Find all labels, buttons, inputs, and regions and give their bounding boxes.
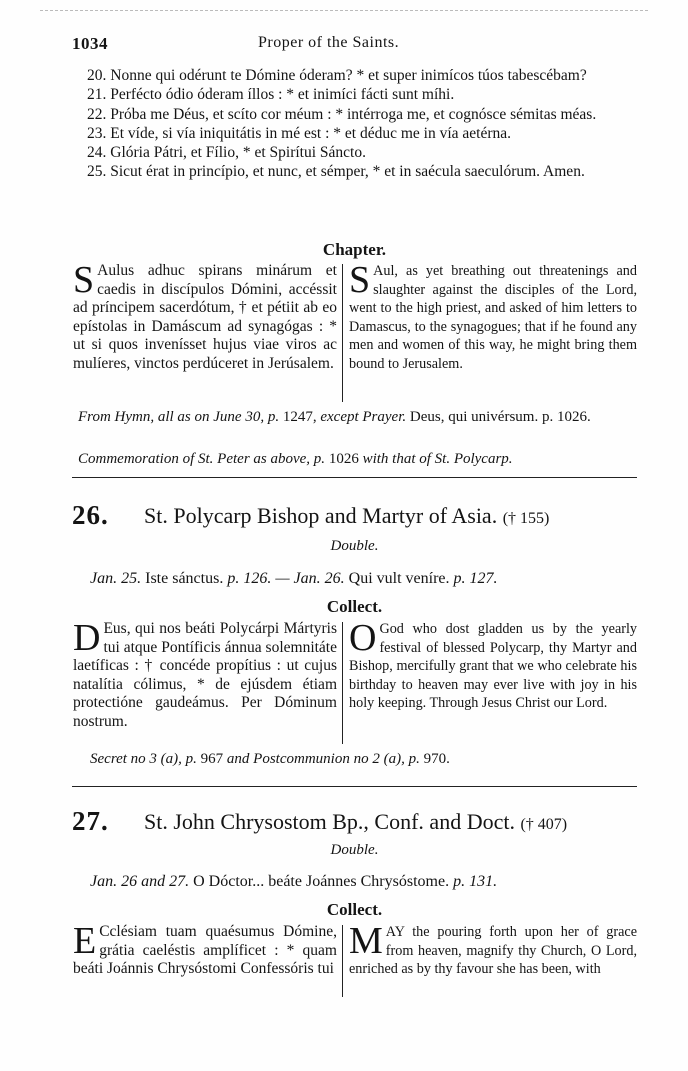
intro-text: Iste sánctus. xyxy=(145,570,224,587)
chapter-latin-text: Aulus adhuc spirans minárum et caedis in discípulos Dómini, accéssit ad príncipem sacerdótum, † et pétiit ab eo epístolas in Damáscum ad synagógas : * ut si quos invenísset hujus viae viros ac mulíeres, vinctos perdúceret in Jerúsalem. xyxy=(73,262,337,372)
drop-cap: M xyxy=(349,920,383,962)
running-title: Proper of the Saints. xyxy=(258,34,400,51)
feast-year: († 155) xyxy=(502,510,550,527)
collect-english xyxy=(349,617,637,713)
feast-year: († 407) xyxy=(520,816,568,833)
chapter-latin xyxy=(73,259,337,373)
section-rule xyxy=(72,786,637,787)
commemoration-rest: with that of St. Polycarp. xyxy=(362,451,513,467)
intro-text: O Dóctor... beáte Joánnes Chrysóstome. xyxy=(193,873,450,890)
drop-cap: S xyxy=(73,259,95,301)
collect-heading: Collect. xyxy=(326,597,383,616)
feast-name-line xyxy=(144,503,549,529)
section-rule xyxy=(72,477,637,478)
psalm-verse: 20. Nonne qui odérunt te Dómine óderam? * et super inimícos túos tabescébam? xyxy=(87,67,587,84)
column-divider xyxy=(342,925,343,997)
secret-note xyxy=(90,750,650,769)
feast-rank: Double. xyxy=(330,538,379,554)
postcommunion-page: 970. xyxy=(423,751,450,767)
intro-date: Jan. 26 and 27. xyxy=(90,873,190,890)
psalm-verse: 22. Próba me Déus, et scíto cor méum : * intérroga me, et cognósce sémitas méas. xyxy=(87,105,597,123)
secret-italic: Secret no 3 (a), p. xyxy=(90,751,197,767)
secret-page: 967 xyxy=(200,751,224,767)
feast-rank: Double. xyxy=(330,842,379,858)
intro-date-2: Jan. 26. xyxy=(293,570,345,587)
feast-number: 26. xyxy=(72,500,109,530)
feast-name: St. Polycarp Bishop and Martyr of Asia. xyxy=(144,503,498,528)
page-number: 1034 xyxy=(72,34,108,53)
drop-cap: D xyxy=(73,617,101,659)
chapter-english xyxy=(349,259,637,373)
hymn-note-page: 1247, xyxy=(282,409,317,425)
commemoration-italic: Commemoration of St. Peter as above, p. xyxy=(78,451,326,467)
feast-name-line xyxy=(144,809,567,835)
drop-cap: E xyxy=(73,920,97,962)
postcommunion-italic: and Postcommunion no 2 (a), p. xyxy=(226,751,420,767)
collect-heading: Collect. xyxy=(326,900,383,919)
hymn-note-prayer: Deus, qui univérsum. xyxy=(409,409,539,425)
psalm-verse: 25. Sicut érat in princípio, et nunc, et sémper, * et in saécula saeculórum. Amen. xyxy=(87,163,585,181)
commemoration-page: 1026 xyxy=(328,451,359,467)
hymn-note-except: except Prayer. xyxy=(320,409,407,425)
hymn-note xyxy=(78,408,638,427)
hymn-note-italic: From Hymn, all as on June 30, p. xyxy=(78,409,280,425)
commemoration-note xyxy=(78,450,638,469)
column-divider xyxy=(342,622,343,744)
collect-english xyxy=(349,920,637,979)
introit-reference xyxy=(90,873,638,891)
psalm-verse: 24. Glória Pátri, et Fílio, * et Spirítui Sáncto. xyxy=(87,144,366,162)
collect-latin xyxy=(73,617,337,731)
intro-page-2: p. 127. xyxy=(453,570,498,587)
psalm-verse: 23. Et víde, si vía iniquitátis in mé est : * et déduc me in vía aetérna. xyxy=(87,124,511,142)
intro-date: Jan. 25. xyxy=(90,570,142,587)
chapter-english-text: Aul, as yet breathing out threatenings and slaughter against the disciples of the Lord, went to the high priest, and asked of him letters to Damascus, to the synagogues; that if he found any men and women of this way, he might bring them bound to Jerusalem. xyxy=(349,263,637,372)
psalm-verses xyxy=(73,66,638,182)
chapter-heading: Chapter. xyxy=(322,240,387,259)
intro-page: p. 126. — xyxy=(227,570,290,587)
drop-cap: O xyxy=(349,617,377,659)
collect-latin-text: Eus, qui nos beáti Polycárpi Mártyris tui atque Pontíficis ánnua solemnitáte laetíficas : † concéde propítius : ut cujus natalítia cólimus, * de ejúsdem étiam protectióne gaudeámus. Per Dóminum nostrum. xyxy=(73,620,337,730)
page-header xyxy=(72,34,642,58)
feast-number: 27. xyxy=(72,806,109,836)
collect-latin xyxy=(73,920,337,979)
collect-english-text: AY the pouring forth upon her of grace from heaven, magnify thy Church, O Lord, enriched as by thy favour she has been, with xyxy=(349,924,637,977)
top-edge-rule xyxy=(40,10,648,11)
collect-english-text: God who dost gladden us by the yearly festival of blessed Polycarp, thy Martyr and Bishop, mercifully grant that we who celebrate his birthday to heaven may ever live with joy in his holy keeping. Through Jesus Christ our Lord. xyxy=(349,621,637,711)
psalm-verse: 21. Perfécto ódio óderam íllos : * et inimíci fácti sunt míhi. xyxy=(87,86,455,104)
collect-latin-text: Cclésiam tuam quaésumus Dómine, grátia caeléstis amplíficet : * quam beáti Joánnis Chrysóstomi Confessóris tui xyxy=(73,923,337,977)
drop-cap: S xyxy=(349,259,371,301)
hymn-note-page-ref: p. 1026. xyxy=(541,409,591,425)
intro-page: p. 131. xyxy=(453,873,498,890)
feast-name: St. John Chrysostom Bp., Conf. and Doct. xyxy=(144,809,515,834)
intro-text-2: Qui vult veníre. xyxy=(348,570,450,587)
column-divider xyxy=(342,264,343,402)
introit-reference xyxy=(90,570,638,588)
